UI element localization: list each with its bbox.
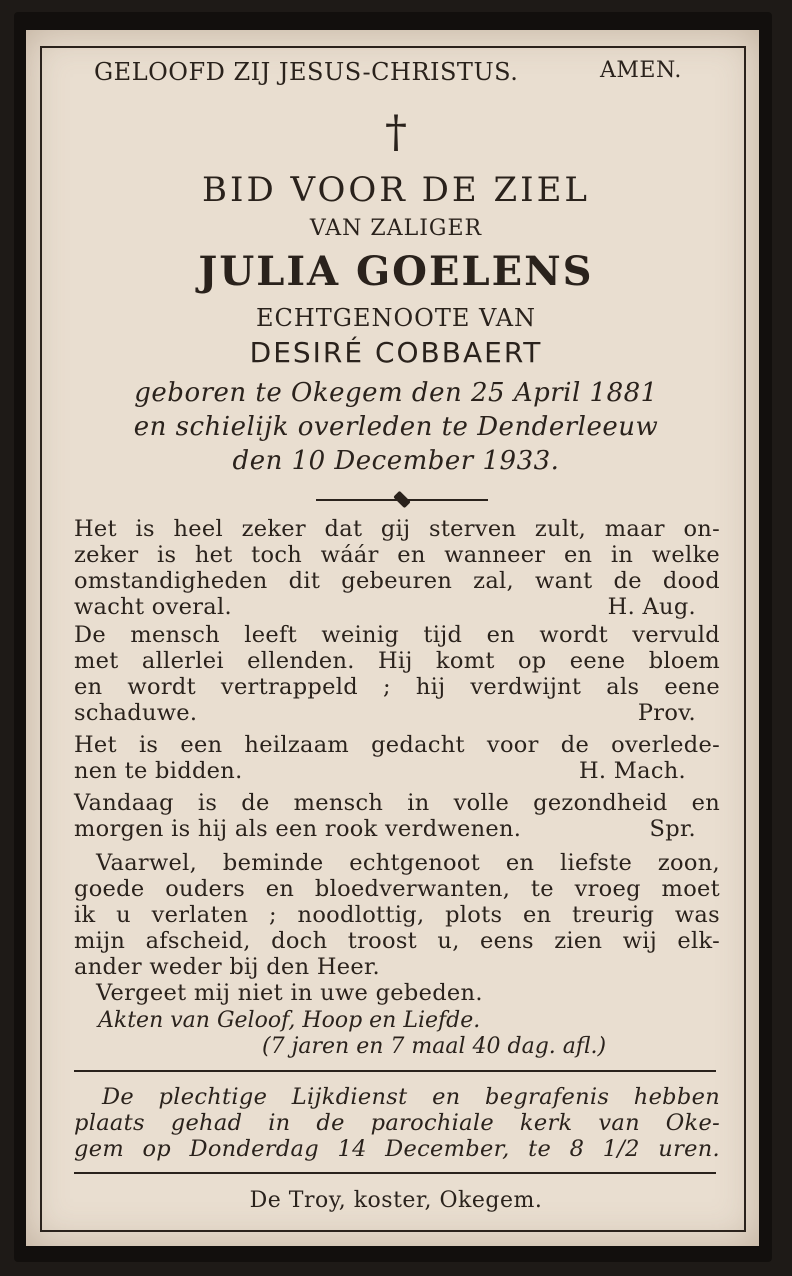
funeral-line1: De plechtige Lijkdienst en begrafenis hebben bbox=[102, 1084, 720, 1110]
cross-icon: † bbox=[385, 107, 407, 158]
funeral-line2: plaats gehad in de parochiale kerk van Oke- bbox=[74, 1110, 720, 1136]
body-p1-line1: Het is heel zeker dat gij sterven zult, maar on- bbox=[74, 516, 720, 542]
birth-line: geboren te Okegem den 25 April 1881 bbox=[134, 378, 658, 408]
body-p2-line1: De mensch leeft weinig tijd en wordt vervuld bbox=[74, 622, 720, 648]
body-p6: Vergeet mij niet in uwe gebeden. bbox=[96, 980, 483, 1006]
funeral-line3: gem op Donderdag 14 December, te 8 1/2 uren. bbox=[74, 1136, 720, 1162]
header-amen: AMEN. bbox=[600, 58, 682, 83]
indulgence-line2: (7 jaren en 7 maal 40 dag. afl.) bbox=[262, 1034, 607, 1059]
body-p3-last: nen te bidden. bbox=[74, 758, 243, 784]
title-line1: BID VOOR DE ZIEL bbox=[202, 170, 590, 210]
body-p5-line4: mijn afscheid, doch troost u, eens zien wij elk- bbox=[74, 928, 720, 954]
body-p4-ref: Spr. bbox=[649, 816, 696, 842]
printer-divider bbox=[74, 1172, 716, 1174]
body-p1-ref: H. Aug. bbox=[607, 594, 696, 620]
body-p1-last: wacht overal. bbox=[74, 594, 232, 620]
body-p5-line1: Vaarwel, beminde echtgenoot en liefste zoon, bbox=[96, 850, 720, 876]
title-line2: VAN ZALIGER bbox=[309, 216, 483, 241]
body-p5-line5: ander weder bij den Heer. bbox=[74, 954, 381, 980]
body-p3-ref: H. Mach. bbox=[578, 758, 686, 784]
body-p5-line3: ik u verlaten ; noodlottig, plots en treurig was bbox=[74, 902, 720, 928]
body-p1-line2: zeker is het toch wáár en wanneer en in welke bbox=[74, 542, 720, 568]
indulgence-line1: Akten van Geloof, Hoop en Liefde. bbox=[98, 1008, 481, 1033]
header-invocation: GELOOFD ZIJ JESUS-CHRISTUS. bbox=[94, 58, 519, 86]
body-p2-ref: Prov. bbox=[637, 700, 696, 726]
death-line: en schielijk overleden te Denderleeuw bbox=[133, 412, 659, 442]
body-p2-line2: met allerlei ellenden. Hij komt op eene bloem bbox=[74, 648, 720, 674]
spouse-name: DESIRÉ COBBAERT bbox=[249, 336, 543, 369]
ornament-divider bbox=[316, 494, 488, 506]
body-p1-line3: omstandigheden dit gebeuren zal, want de dood bbox=[74, 568, 720, 594]
printer-line: De Troy, koster, Okegem. bbox=[249, 1188, 543, 1213]
death-date-line: den 10 December 1933. bbox=[232, 446, 560, 476]
body-p3-line1: Het is een heilzaam gedacht voor de overlede- bbox=[74, 732, 720, 758]
deceased-name: JULIA GOELENS bbox=[198, 248, 594, 295]
body-p4-last: morgen is hij als een rook verdwenen. bbox=[74, 816, 522, 842]
body-p2-last: schaduwe. bbox=[74, 700, 198, 726]
body-p5-line2: goede ouders en bloedverwanten, te vroeg moet bbox=[74, 876, 720, 902]
body-p2-line3: en wordt vertrappeld ; hij verdwijnt als eene bbox=[74, 674, 720, 700]
funeral-divider bbox=[74, 1070, 716, 1072]
spouse-intro: ECHTGENOOTE VAN bbox=[255, 304, 537, 332]
body-p4-line1: Vandaag is de mensch in volle gezondheid en bbox=[74, 790, 720, 816]
